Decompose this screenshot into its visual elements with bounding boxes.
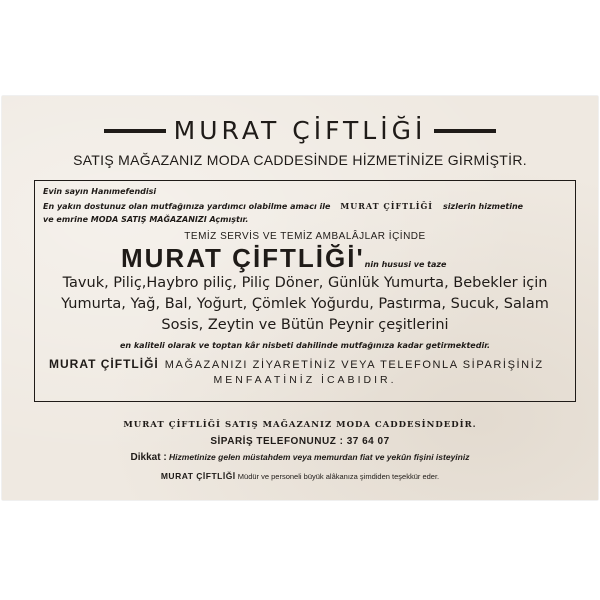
big-brand: MURAT ÇİFTLİĞİ' [121, 243, 365, 273]
flyer-sheet [2, 96, 598, 500]
announcement-box [34, 180, 576, 402]
product-line: Tavuk, Piliç,Haybro piliç, Piliç Döner, Günlük Yumurta, Bebekler için [62, 275, 548, 291]
title-rule-left [104, 129, 166, 133]
intro-brand: MURAT ÇİFTLİĞİ [340, 201, 434, 211]
brand-headline [121, 243, 575, 274]
intro-line [43, 201, 575, 211]
notice-text: Hizmetinize gelen müstahdem veya memurdan fiat ve yekûn fişini isteyiniz [169, 452, 470, 462]
service-line: TEMİZ SERVİS VE TEMİZ AMBALÂJLAR İÇİNDE [184, 231, 426, 242]
thanks-line [2, 471, 598, 481]
intro-text-end: sizlerin hizmetine [443, 202, 524, 211]
visit-text: MAĞAZANIZI ZİYARETİNİZ VEYA TELEFONLA SİPARİŞİNİZ [164, 359, 544, 371]
flyer-subtitle: SATIŞ MAĞAZANIZ MODA CADDESİNDE HİZMETİNİZE GİRMİŞTİR. [73, 152, 527, 168]
thanks-brand: MURAT ÇİFTLİĞİ [160, 471, 236, 481]
brand-tail: nin hususi ve taze [364, 260, 447, 269]
intro-text: En yakın dostunuz olan mutfağınıza yardımcı olabilme amacı ile [43, 202, 331, 211]
product-line: Yumurta, Yağ, Bal, Yoğurt, Çömlek Yoğurdu, Pastırma, Sucuk, Salam [61, 296, 549, 312]
title-row [2, 116, 598, 145]
order-phone: SİPARİŞ TELEFONUNUZ : 37 64 07 [210, 436, 390, 447]
product-line: Sosis, Zeytin ve Bütün Peynir çeşitlerini [161, 317, 449, 333]
visit-brand: MURAT ÇİFTLİĞİ [49, 357, 159, 371]
thanks-text: Müdür ve personeli büyük alâkanıza şimdiden teşekkür eder. [237, 472, 440, 481]
opening-line: ve emrine MODA SATIŞ MAĞAZANIZI Açmıştır. [43, 215, 249, 224]
flyer-title: MURAT ÇİFTLİĞİ [173, 116, 427, 145]
title-rule-right [434, 129, 496, 133]
visit-line [49, 357, 575, 371]
notice-label: Dikkat : [130, 452, 167, 463]
quality-line: en kaliteli olarak ve toptan kâr nisbeti dahilinde mutfağınıza kadar getirmektedir. [119, 341, 491, 350]
store-location: MURAT ÇİFTLİĞİ SATIŞ MAĞAZANIZ MODA CADDESİNDEDİR. [123, 420, 477, 430]
interest-line: MENFAATİNİZ İCABIDIR. [213, 374, 397, 386]
notice-line [2, 452, 598, 463]
greeting: Evin sayın Hanımefendisi [43, 187, 157, 196]
